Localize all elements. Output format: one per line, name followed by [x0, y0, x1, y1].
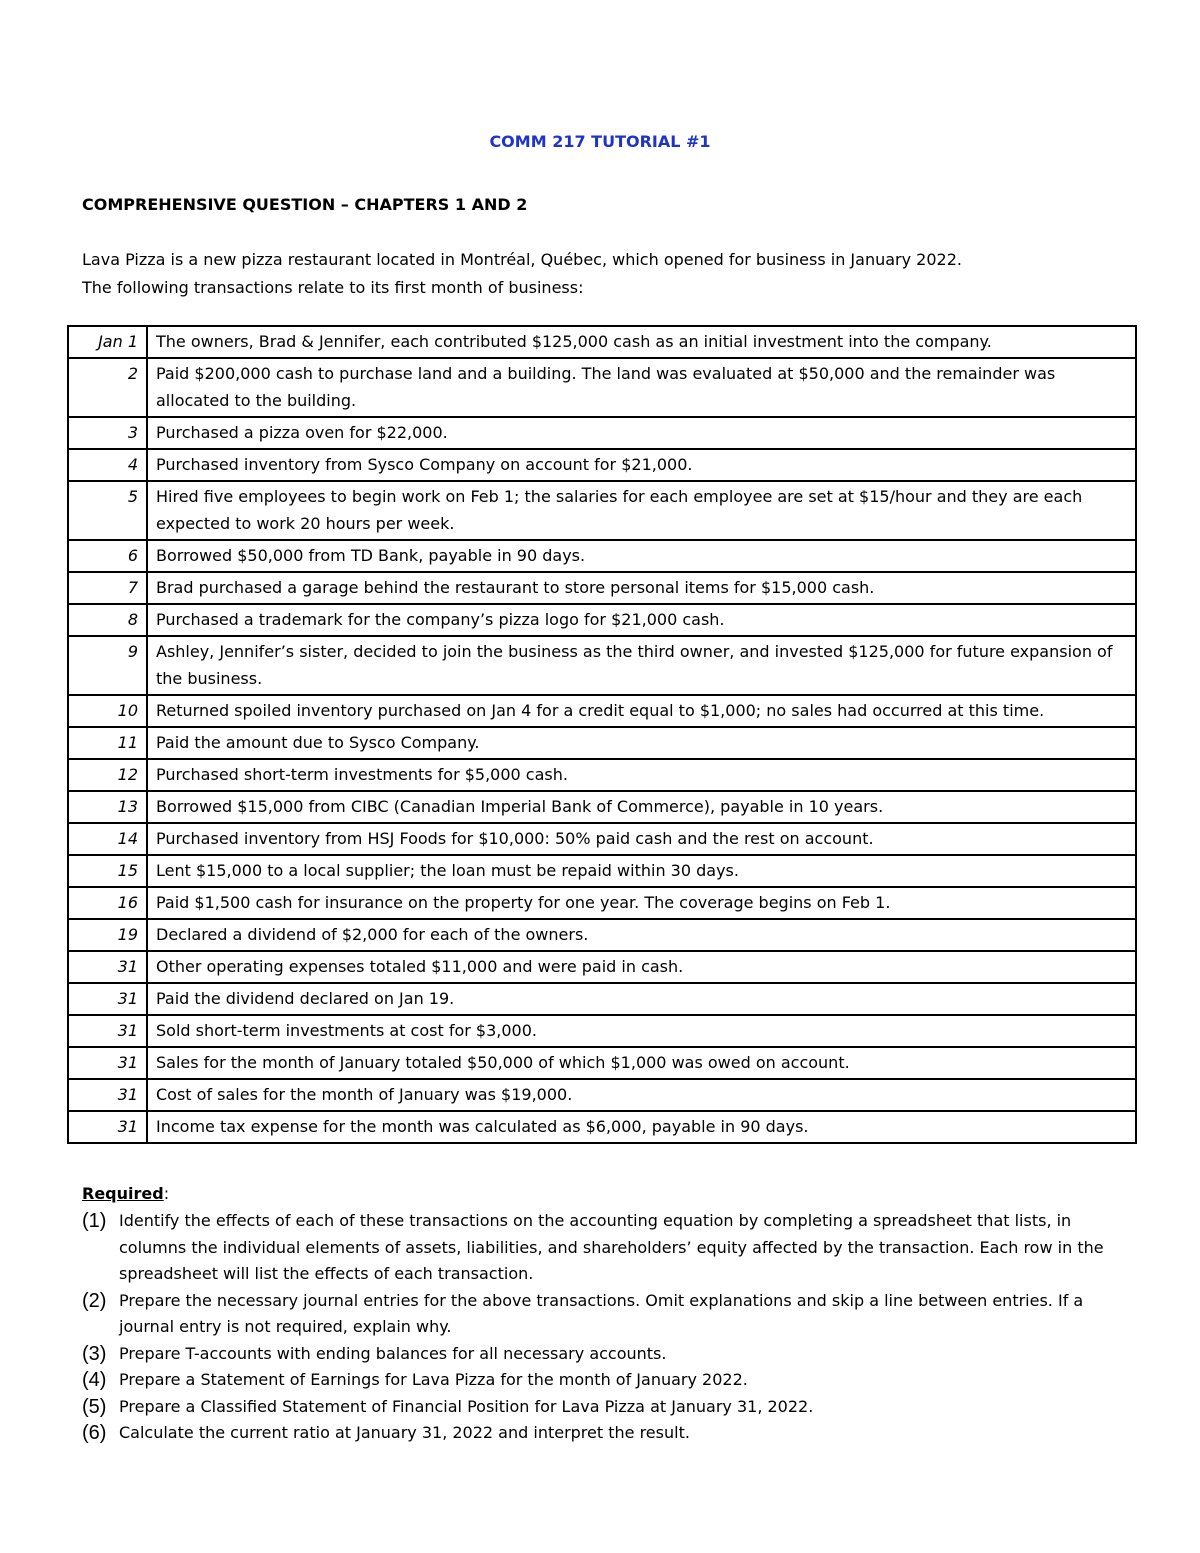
transaction-date: 3 — [68, 417, 147, 449]
table-row — [68, 727, 1136, 759]
transaction-date: 31 — [68, 1047, 147, 1079]
transaction-date: 31 — [68, 1079, 147, 1111]
table-row — [68, 919, 1136, 951]
required-item — [82, 1341, 1142, 1368]
transaction-description: Borrowed $50,000 from TD Bank, payable in 90 days. — [147, 540, 1136, 572]
transaction-date: 12 — [68, 759, 147, 791]
transaction-date: 8 — [68, 604, 147, 636]
transaction-description: Paid the amount due to Sysco Company. — [147, 727, 1136, 759]
required-section — [82, 1182, 1142, 1447]
transactions-table — [67, 325, 1137, 1144]
transaction-description: Paid $200,000 cash to purchase land and a building. The land was evaluated at $50,000 and the remainder was allocated to the building. — [147, 358, 1136, 417]
transaction-description: Paid the dividend declared on Jan 19. — [147, 983, 1136, 1015]
table-row — [68, 604, 1136, 636]
transaction-description: Ashley, Jennifer’s sister, decided to join the business as the third owner, and invested $125,000 for future expansion of the business. — [147, 636, 1136, 695]
transaction-date: 13 — [68, 791, 147, 823]
required-item-text: Prepare a Classified Statement of Financial Position for Lava Pizza at January 31, 2022. — [119, 1396, 814, 1416]
required-item-text: Prepare a Statement of Earnings for Lava Pizza for the month of January 2022. — [119, 1370, 748, 1389]
transaction-date: 4 — [68, 449, 147, 481]
required-item-number: (4) — [82, 1369, 107, 1391]
transaction-description: Returned spoiled inventory purchased on Jan 4 for a credit equal to $1,000; no sales had occurred at this time. — [147, 695, 1136, 727]
required-item-text: Prepare T-accounts with ending balances for all necessary accounts. — [119, 1343, 667, 1363]
transaction-date: 2 — [68, 358, 147, 417]
transaction-description: Purchased a trademark for the company’s pizza logo for $21,000 cash. — [147, 604, 1136, 636]
transaction-date: 31 — [68, 1111, 147, 1143]
required-item-number: (5) — [82, 1395, 107, 1418]
table-row — [68, 1015, 1136, 1047]
transaction-date: 16 — [68, 887, 147, 919]
table-row — [68, 326, 1136, 358]
table-row — [68, 855, 1136, 887]
transaction-description: Borrowed $15,000 from CIBC (Canadian Imperial Bank of Commerce), payable in 10 years. — [147, 791, 1136, 823]
table-row — [68, 759, 1136, 791]
transaction-date: 31 — [68, 983, 147, 1015]
required-item-number: (2) — [82, 1289, 107, 1312]
required-item-text: Calculate the current ratio at January 31, 2022 and interpret the result. — [119, 1423, 690, 1442]
required-item-text: Identify the effects of each of these transactions on the accounting equation by completing a spreadsheet that lists, in columns the individual elements of assets, liabilities, and shareholders’ equity affected by the transaction. Each row in the spreadsheet will list the effects of each transaction. — [119, 1211, 1104, 1283]
table-row — [68, 887, 1136, 919]
table-row — [68, 1111, 1136, 1143]
required-item-number: (1) — [82, 1210, 107, 1232]
table-row — [68, 823, 1136, 855]
transaction-description: Lent $15,000 to a local supplier; the loan must be repaid within 30 days. — [147, 855, 1136, 887]
transaction-description: The owners, Brad & Jennifer, each contributed $125,000 cash as an initial investment into the company. — [147, 326, 1136, 358]
transaction-description: Cost of sales for the month of January was $19,000. — [147, 1079, 1136, 1111]
transaction-description: Sold short-term investments at cost for $3,000. — [147, 1015, 1136, 1047]
required-item-number: (3) — [82, 1342, 107, 1365]
table-row — [68, 1079, 1136, 1111]
required-item — [82, 1420, 1142, 1447]
question-heading: COMPREHENSIVE QUESTION – CHAPTERS 1 AND 2 — [82, 195, 528, 214]
transaction-date: 5 — [68, 481, 147, 540]
transaction-date: 31 — [68, 1015, 147, 1047]
required-item — [82, 1394, 1142, 1421]
required-item-number: (6) — [82, 1422, 107, 1444]
transaction-description: Paid $1,500 cash for insurance on the property for one year. The coverage begins on Feb 1. — [147, 887, 1136, 919]
transaction-description: Other operating expenses totaled $11,000 and were paid in cash. — [147, 951, 1136, 983]
transaction-date: 9 — [68, 636, 147, 695]
transaction-description: Purchased a pizza oven for $22,000. — [147, 417, 1136, 449]
transaction-date: 14 — [68, 823, 147, 855]
transaction-date: 10 — [68, 695, 147, 727]
transaction-description: Sales for the month of January totaled $50,000 of which $1,000 was owed on account. — [147, 1047, 1136, 1079]
intro-paragraph — [82, 246, 1142, 302]
intro-line-2: The following transactions relate to its first month of business: — [82, 278, 584, 297]
table-row — [68, 449, 1136, 481]
table-row — [68, 951, 1136, 983]
intro-line-1: Lava Pizza is a new pizza restaurant located in Montréal, Québec, which opened for business in January 2022. — [82, 250, 962, 269]
transaction-description: Purchased inventory from Sysco Company on account for $21,000. — [147, 449, 1136, 481]
required-list — [82, 1208, 1142, 1447]
transaction-description: Brad purchased a garage behind the restaurant to store personal items for $15,000 cash. — [147, 572, 1136, 604]
transaction-date: Jan 1 — [68, 326, 147, 358]
transaction-description: Hired five employees to begin work on Feb 1; the salaries for each employee are set at $15/hour and they are each expected to work 20 hours per week. — [147, 481, 1136, 540]
transaction-date: 7 — [68, 572, 147, 604]
required-item — [82, 1208, 1142, 1288]
table-row — [68, 572, 1136, 604]
required-item — [82, 1288, 1142, 1341]
transaction-description: Purchased inventory from HSJ Foods for $10,000: 50% paid cash and the rest on account. — [147, 823, 1136, 855]
transaction-description: Income tax expense for the month was calculated as $6,000, payable in 90 days. — [147, 1111, 1136, 1143]
required-item — [82, 1367, 1142, 1394]
table-row — [68, 636, 1136, 695]
table-row — [68, 417, 1136, 449]
table-row — [68, 481, 1136, 540]
transaction-date: 31 — [68, 951, 147, 983]
table-row — [68, 358, 1136, 417]
transaction-date: 19 — [68, 919, 147, 951]
transaction-date: 11 — [68, 727, 147, 759]
transaction-date: 6 — [68, 540, 147, 572]
table-row — [68, 1047, 1136, 1079]
transaction-description: Purchased short-term investments for $5,000 cash. — [147, 759, 1136, 791]
table-row — [68, 983, 1136, 1015]
required-item-text: Prepare the necessary journal entries for the above transactions. Omit explanations and skip a line between entries. If a journal entry is not required, explain why. — [119, 1290, 1084, 1336]
table-row — [68, 695, 1136, 727]
required-label: Required: — [82, 1184, 170, 1203]
table-row — [68, 791, 1136, 823]
transaction-description: Declared a dividend of $2,000 for each of the owners. — [147, 919, 1136, 951]
document-title: COMM 217 TUTORIAL #1 — [489, 132, 711, 151]
table-row — [68, 540, 1136, 572]
transaction-date: 15 — [68, 855, 147, 887]
